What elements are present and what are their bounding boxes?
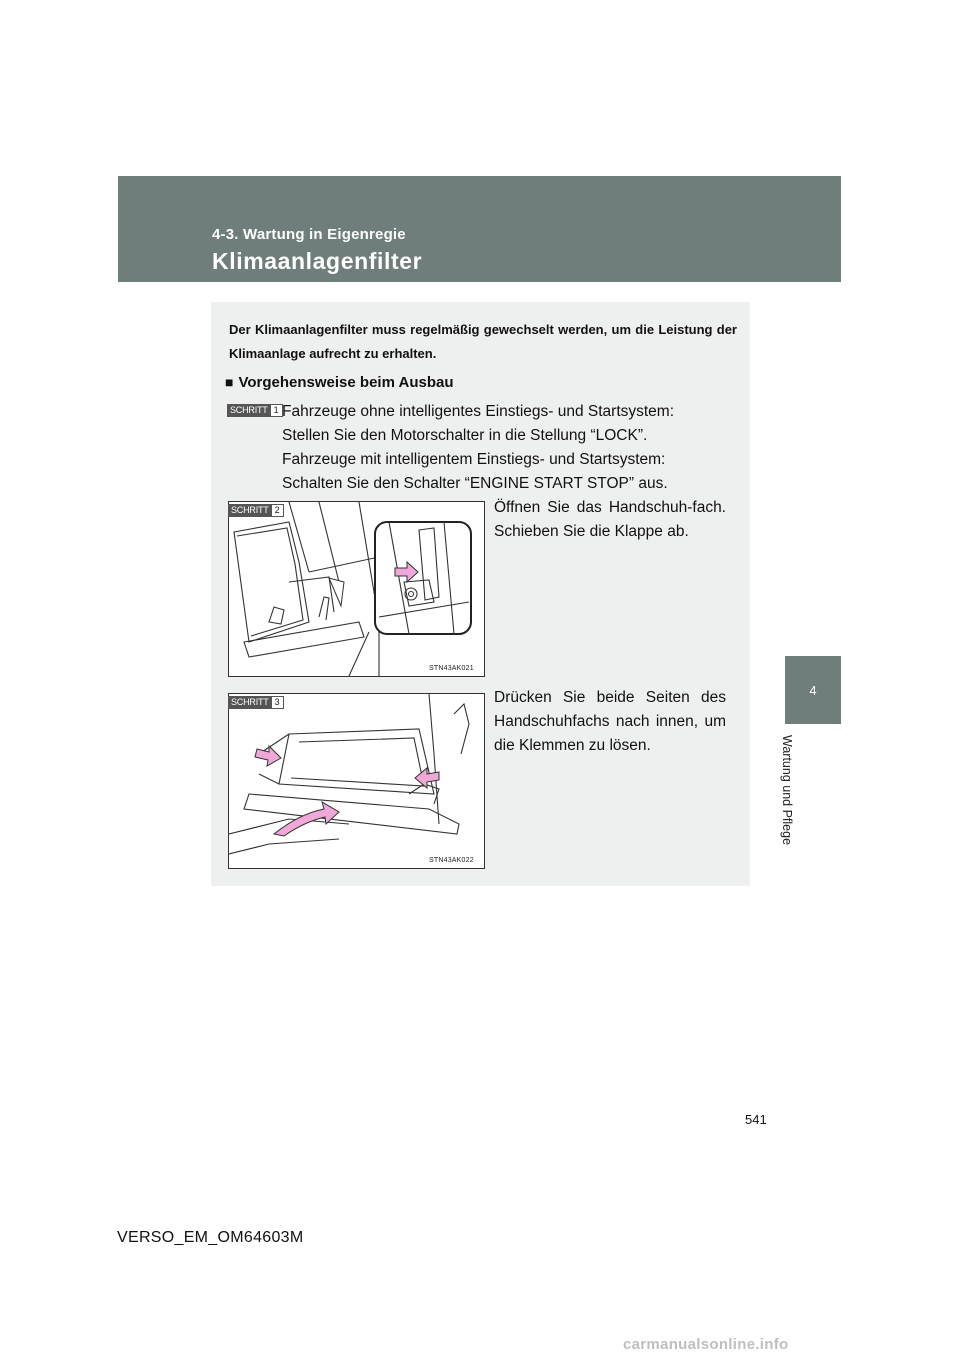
figure-code: STN43AK021 [429, 665, 474, 672]
step-badge-number: 1 [271, 404, 283, 417]
step-1-line: Fahrzeuge ohne intelligentes Einstiegs- und Startsystem: [282, 403, 675, 420]
subheading [225, 374, 454, 391]
step-1-text [282, 400, 742, 496]
step-badge-2 [228, 504, 284, 517]
step-badge-1 [227, 404, 283, 417]
page-title: Klimaanlagenfilter [212, 248, 423, 274]
chapter-number: 4 [809, 682, 817, 698]
chapter-label: Wartung und Pflege [780, 735, 794, 846]
subheading-text: Vorgehensweise beim Ausbau [238, 374, 454, 391]
step-badge-word: SCHRITT [228, 504, 272, 517]
figure-code: STN43AK022 [429, 857, 474, 864]
step-1-line: Stellen Sie den Motorschalter in die Stellung “LOCK”. [282, 427, 648, 444]
page-number: 541 [745, 1112, 767, 1127]
figure-step-2 [228, 501, 485, 677]
chapter-tab [785, 656, 841, 724]
glovebox-flap-illustration [229, 502, 484, 676]
step-2-text: Öffnen Sie das Handschuh-fach. Schieben Sie die Klappe ab. [494, 499, 726, 540]
intro-text: Der Klimaanlagenfilter muss regelmäßig gewechselt werden, um die Leistung der Klimaanlage aufrecht zu erhalten. [229, 322, 737, 361]
step-badge-3 [228, 696, 284, 709]
step-badge-number: 2 [272, 504, 284, 517]
step-1-line: Fahrzeuge mit intelligentem Einstiegs- und Startsystem: [282, 451, 666, 468]
step-badge-word: SCHRITT [227, 404, 271, 417]
watermark: carmanualsonline.info [623, 1336, 789, 1353]
header-band [118, 176, 841, 282]
document-id: VERSO_EM_OM64603M [117, 1229, 304, 1246]
figure-step-3 [228, 693, 485, 869]
content-box [211, 302, 750, 886]
step-badge-number: 3 [272, 696, 284, 709]
step-3-text: Drücken Sie beide Seiten des Handschuhfachs nach innen, um die Klemmen zu lösen. [494, 689, 726, 754]
glovebox-release-illustration [229, 694, 484, 868]
square-bullet-icon: ■ [225, 374, 234, 390]
section-label: 4-3. Wartung in Eigenregie [212, 226, 406, 243]
step-1-line: Schalten Sie den Schalter “ENGINE START STOP” aus. [282, 475, 668, 492]
step-badge-word: SCHRITT [228, 696, 272, 709]
